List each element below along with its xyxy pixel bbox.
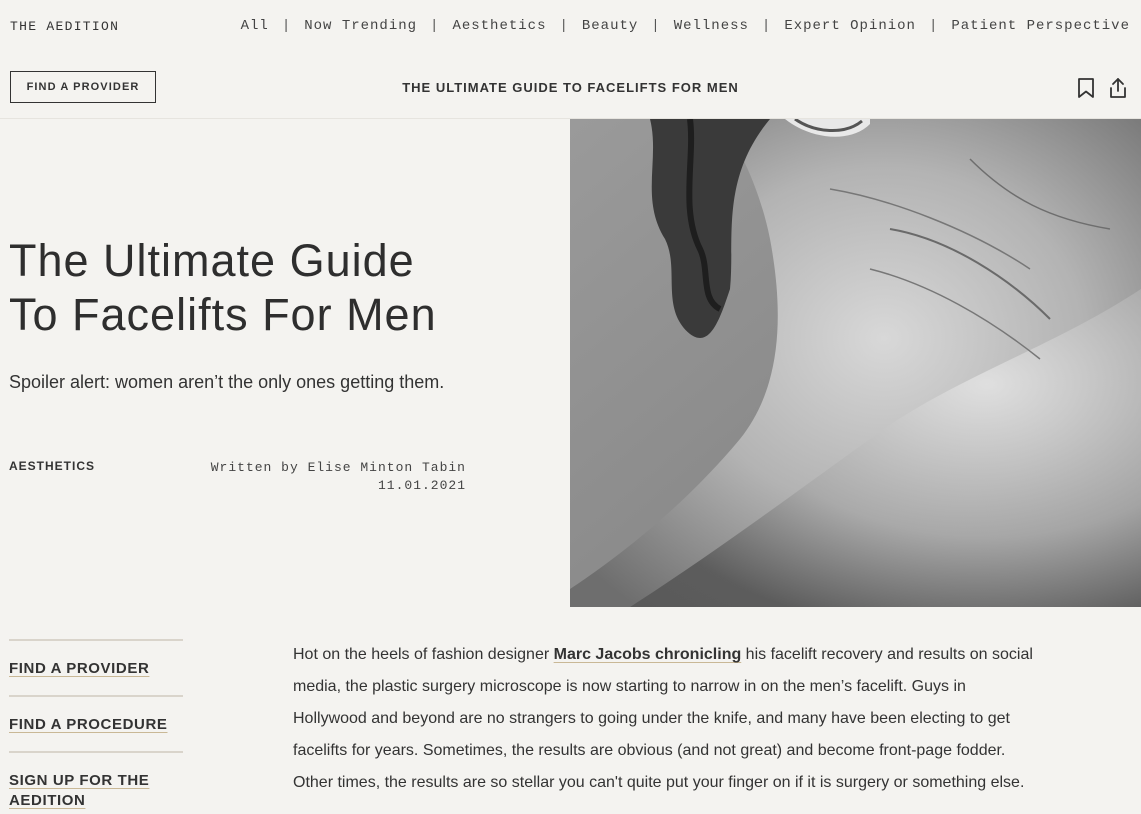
nav-item-beauty[interactable]: Beauty [581, 18, 639, 34]
nav-item-aesthetics[interactable]: Aesthetics [452, 18, 547, 34]
hero-text-panel [0, 119, 570, 607]
sidebar-links [9, 639, 183, 811]
top-nav [0, 0, 1141, 54]
sidebar-link-signup[interactable]: SIGN UP FOR THE AEDITION [9, 772, 150, 809]
publish-date: 11.01.2021 [377, 478, 466, 493]
brand-logo[interactable]: THE AEDITION [10, 19, 120, 34]
paragraph-text: Hot on the heels of fashion designer [293, 646, 554, 663]
category-tag[interactable]: AESTHETICS [9, 459, 96, 473]
nav-separator: | [559, 18, 569, 34]
bookmark-icon[interactable] [1074, 76, 1098, 100]
sidebar-link-find-procedure[interactable]: FIND A PROCEDURE [9, 716, 168, 733]
sidebar-item-find-procedure [9, 695, 183, 751]
article-subtitle: Spoiler alert: women aren’t the only ones getting them. [9, 372, 445, 392]
title-line-2: To Facelifts For Men [9, 289, 437, 340]
hero-photo-illustration [570, 119, 1141, 607]
article-subbar [0, 54, 1141, 119]
category-nav [241, 18, 1130, 34]
sidebar-link-find-provider[interactable]: FIND A PROVIDER [9, 660, 150, 677]
byline [211, 459, 466, 495]
marc-jacobs-link[interactable]: Marc Jacobs chronicling [553, 646, 742, 663]
nav-separator: | [928, 18, 939, 34]
share-icon[interactable] [1106, 76, 1130, 100]
nav-item-patient-perspective[interactable]: Patient Perspective [951, 18, 1130, 34]
nav-separator: | [430, 18, 440, 34]
article-title [9, 234, 549, 342]
nav-item-expert-opinion[interactable]: Expert Opinion [784, 18, 916, 34]
hero-image [570, 119, 1141, 607]
article-body [293, 639, 1043, 799]
sidebar-item-find-provider [9, 639, 183, 695]
article-paragraph [293, 639, 1043, 799]
author: Written by Elise Minton Tabin [210, 460, 466, 475]
sidebar-item-signup [9, 751, 183, 811]
title-line-1: The Ultimate Guide [9, 235, 415, 286]
nav-item-wellness[interactable]: Wellness [673, 18, 749, 34]
nav-separator: | [761, 18, 772, 34]
article-short-title: THE ULTIMATE GUIDE TO FACELIFTS FOR MEN [402, 80, 739, 95]
find-provider-button[interactable]: FIND A PROVIDER [10, 71, 156, 103]
nav-separator: | [281, 18, 292, 34]
nav-separator: | [651, 18, 661, 34]
nav-item-now-trending[interactable]: Now Trending [304, 18, 418, 34]
paragraph-text: his facelift recovery and results on social media, the plastic surgery microscope is now starting to narrow in on the men’s facelift. Guys in Hollywood and beyond are no strangers to going under the knife, and many have been electing to get facelifts for years. Sometimes, the results are obvious (and not great) and become front-page fodder. Other times, the results are so stellar you can't quite put your finger on if it is surgery or something else. [293, 646, 1033, 791]
nav-item-all[interactable]: All [240, 18, 269, 34]
